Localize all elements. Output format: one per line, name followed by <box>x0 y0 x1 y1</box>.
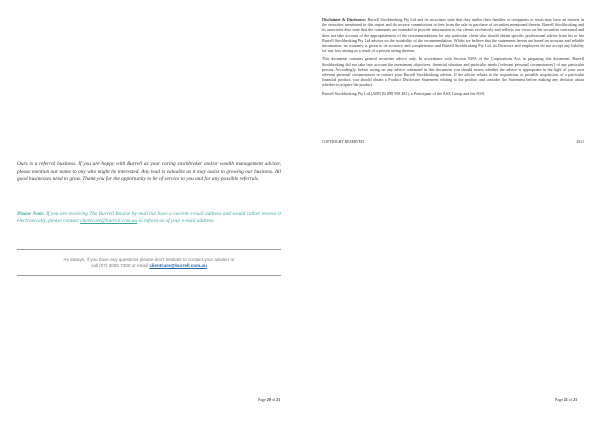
abn-paragraph: Burrell Stockbroking Pty Ltd (ABN 82 088 958 481), a Participant of the ASX Group and the NSX <box>322 90 485 96</box>
please-note-paragraph <box>17 211 281 226</box>
page-prefix: Page <box>258 397 267 402</box>
page-current: 20 <box>266 397 271 402</box>
copyright-text: COPYRIGHT RESERVED <box>322 140 364 144</box>
referral-paragraph: Ours is a referral business. If you are happy with Burrell as your caring stockbroker and/or wealth management adviser, please mention our name to any who might be interested. Any lead is valuable as it may assist in growing our business. All good businesses need to grow. Thank you for the opportunity to be of service to you and for any possible referrals. <box>17 161 281 183</box>
please-note-text-before: If you are receiving The Burrell Bourse by mail but have a current e-mail address and would rather receive it electronically, please contact <box>17 211 281 225</box>
page-total: 21 <box>276 397 281 402</box>
disclaimer-block <box>322 17 584 99</box>
page-current: 21 <box>563 397 568 402</box>
divider-bottom <box>17 275 281 276</box>
disclaimer-label: Disclaimer & Disclosure: <box>322 17 367 22</box>
copyright-year: 2021 <box>576 140 584 144</box>
please-note-text-after: to inform us of your e-mail address. <box>137 218 215 225</box>
page-number-left <box>258 397 280 402</box>
contact-line-2-text: call (07) 3006 7200 or email <box>91 263 150 269</box>
general-advice-paragraph: This document contains general securities advice only. In accordance with Section 949A of the Corporations Act, in preparing this document, Burrell Stockbroking did not take into account the investment objectives, financial situation and particular needs ('relevant personal circumstances') of any particular person. Accordingly, before acting on any advice contained in this document you should assess whether the advice is appropriate in the light of your own relevant personal circumstances or contact your Burrell Stockbroking adviser. If the advice relates to the acquisition, or possible acquisition, of a particular financial product, you should obtain a Product Disclosure Statement relating to the product and consider the Statement before making any decision about whether to acquire the product. <box>322 56 584 88</box>
page-prefix: Page <box>555 397 564 402</box>
contact-line-2 <box>17 263 281 269</box>
page-of: of <box>567 397 574 402</box>
page-number-right <box>555 397 577 402</box>
disclaimer-paragraph <box>322 17 584 53</box>
page-total: 21 <box>573 397 578 402</box>
contact-line-1: As always, if you have any questions please don't hesitate to contact your adviser or <box>63 257 235 262</box>
copyright-row <box>322 140 584 145</box>
disclaimer-text: Burrell Stockbroking Pty Ltd and its associates state that they and/or their families or companies or trusts may have an interest in the securities mentioned in this report and do receive commissions or fees from the sale or purchase of securities mentioned therein. Burrell Stockbroking and its associates also state that the comments are intended to provide information to our clients exclusively and reflects our views on the securities concerned and does not take account of the appropriateness of the recommendations for any particular client who should obtain specific professional advice from his or her Burrell Stockbroking Pty Ltd adviser on the suitability of the recommendation. Whilst we believe that the statements herein are based on accurate and reliable information, no warranty is given to its accuracy and completeness and Burrell Stockbroking Pty Ltd, its Directors and employees do not accept any liability for any loss arising as a result of a person acting thereon. <box>322 17 585 54</box>
please-note-label: Please Note: <box>17 211 45 217</box>
page-of: of <box>270 397 277 402</box>
clientcare-email-link[interactable]: clientcare@burrell.com.au <box>80 218 138 225</box>
contact-email-link[interactable]: clientcare@burrell.com.au <box>149 263 207 269</box>
divider-top <box>17 249 281 250</box>
contact-block <box>17 257 281 270</box>
